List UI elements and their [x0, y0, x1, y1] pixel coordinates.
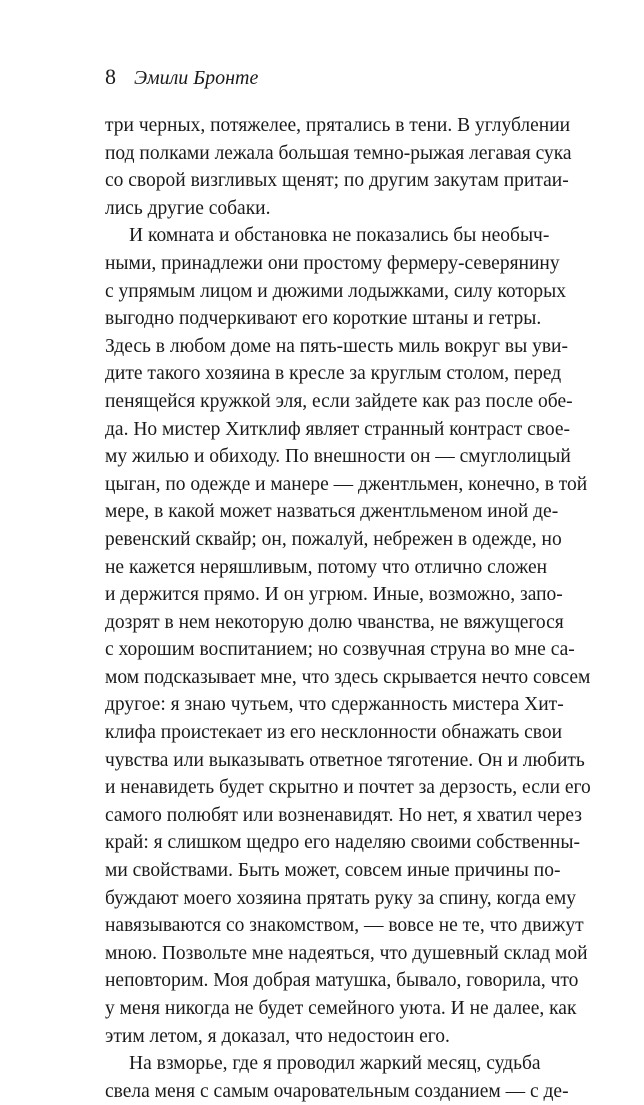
text-line: край: я слишком щедро его наделяю своими собственны- — [105, 832, 580, 854]
text-line: чувства или выказывать ответное тяготение. Он и любить — [105, 749, 585, 771]
text-line: мом подсказывает мне, что здесь скрывается нечто совсем — [105, 666, 591, 688]
text-line: три черных, потяжелее, прятались в тени. В углублении — [105, 115, 571, 136]
text-line: клифа проистекает из его несклонности обнажать свои — [105, 722, 563, 744]
text-line: и ненавидеть будет скрытно и почтет за дерзость, если его — [105, 777, 591, 799]
text-line: с упрямым лицом и дюжими лодыжками, силу которых — [105, 280, 566, 302]
text-line: На взморье, где я проводил жаркий месяц, судьба — [129, 1053, 541, 1075]
text-line: Здесь в любом доме на пять-шесть миль вокруг вы уви- — [105, 335, 568, 357]
text-line: этим летом, я доказал, что недостоин его. — [105, 1025, 450, 1047]
page-number: 8 — [105, 64, 116, 89]
text-line: ревенский сквайр; он, пожалуй, небрежен в одежде, но — [105, 528, 562, 550]
text-line: буждают моего хозяина прятать руку за спину, когда ему — [105, 887, 576, 909]
text-line: лись другие собаки. — [105, 197, 271, 219]
text-line: дозрят в нем некоторую долю чванства, не вяжущегося — [105, 611, 564, 633]
text-line: и держится прямо. И он угрюм. Иные, возможно, запо- — [105, 584, 563, 606]
text-line: под полками лежала большая темно-рыжая легавая сука — [105, 142, 572, 164]
text-line: свела меня с самым очаровательным созданием — с де- — [105, 1080, 569, 1102]
text-line: у меня никогда не будет семейного уюта. И не далее, как — [105, 998, 577, 1019]
running-title: Эмили Бронте — [134, 67, 259, 89]
text-line: да. Но мистер Хитклиф являет странный контраст свое- — [105, 418, 570, 440]
text-line: мною. Позвольте мне надеяться, что душевный склад мой — [105, 942, 588, 964]
text-line: дите такого хозяина в кресле за круглым столом, перед — [105, 363, 562, 385]
text-line: мере, в какой может назваться джентльменом иной де- — [105, 501, 559, 523]
text-line: со сворой визгливых щенят; по другим закутам притаи- — [105, 170, 569, 192]
text-line: ными, принадлежи они простому фермеру-северянину — [105, 252, 560, 274]
text-line: му жилью и обиходу. По внешности он — смуглолицый — [105, 446, 571, 468]
text-line: не кажется неряшливым, потому что отлично сложен — [105, 556, 548, 578]
running-head — [105, 64, 258, 94]
text-line: пенящейся кружкой эля, если зайдете как раз после обе- — [105, 390, 573, 412]
text-line: самого полюбят или возненавидят. Но нет, я хватил через — [105, 804, 582, 826]
text-line: неповторим. Моя добрая матушка, бывало, говорила, что — [105, 970, 579, 992]
text-line: навязываются со знакомством, — вовсе не те, что движут — [105, 915, 584, 937]
text-line: с хорошим воспитанием; но созвучная струна во мне са- — [105, 639, 575, 661]
text-line: выгодно подчеркивают его короткие штаны и гетры. — [105, 308, 542, 330]
text-line: ми свойствами. Быть может, совсем иные причины по- — [105, 860, 561, 882]
text-line: другое: я знаю чутьем, что сдержанность мистера Хит- — [105, 694, 564, 716]
text-line: цыган, по одежде и манере — джентльмен, конечно, в той — [105, 473, 588, 495]
text-line: И комната и обстановка не показались бы необыч- — [129, 225, 550, 247]
body-text — [105, 112, 591, 1105]
